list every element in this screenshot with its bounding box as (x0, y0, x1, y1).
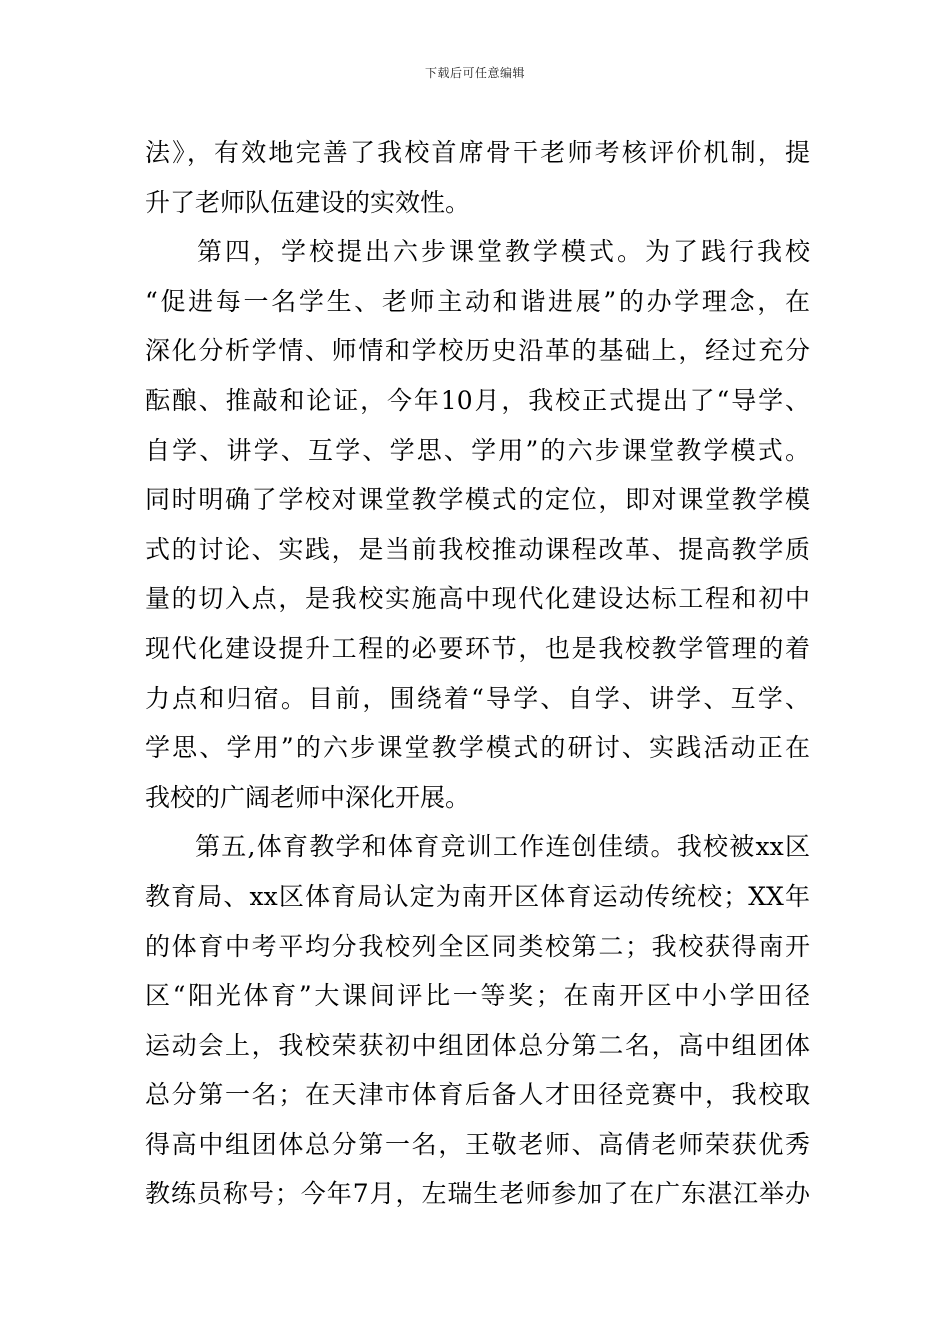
text-line: 第四，学校提出六步课堂教学模式。为了践行我校 (197, 237, 810, 267)
text-line: 的体育中考平均分我校列全区同类校第二；我校获得南开 (145, 931, 810, 961)
text-line: 深化分析学情、师情和学校历史沿革的基础上，经过充分 (145, 336, 810, 366)
paragraph-six-step-teaching (145, 227, 810, 822)
text-line: 法》，有效地完善了我校首席骨干老师考核评价机制，提 (145, 138, 810, 167)
text-line: 式的讨论、实践，是当前我校推动课程改革、提高教学质 (145, 534, 810, 564)
text-line: 教练员称号；今年7月，左瑞生老师参加了在广东湛江举办 (145, 1179, 810, 1209)
text-line: 第五,体育教学和体育竞训工作连创佳绩。我校被xx区 (195, 832, 810, 862)
paragraph-sports-achievements (145, 822, 810, 1219)
text-line: 量的切入点，是我校实施高中现代化建设达标工程和初中 (145, 584, 810, 614)
paragraph-teacher-evaluation (145, 128, 810, 227)
text-line: 现代化建设提升工程的必要环节，也是我校教学管理的着 (145, 633, 810, 663)
text-line: 总分第一名；在天津市体育后备人才田径竞赛中，我校取 (145, 1080, 810, 1110)
text-line: 运动会上，我校荣获初中组团体总分第二名，高中组团体 (145, 1030, 810, 1060)
text-line: 同时明确了学校对课堂教学模式的定位，即对课堂教学模 (145, 485, 810, 515)
text-line: 自学、讲学、互学、学思、学用”的六步课堂教学模式。 (145, 435, 810, 465)
text-line: 得高中组团体总分第一名，王敬老师、高倩老师荣获优秀 (145, 1129, 810, 1159)
text-line: 学思、学用”的六步课堂教学模式的研讨、实践活动正在 (145, 733, 810, 763)
document-body (145, 128, 810, 1219)
text-line: “促进每一名学生、老师主动和谐进展”的办学理念，在 (145, 286, 810, 316)
text-line: 升了老师队伍建设的实效性。 (145, 187, 471, 217)
text-line: 教育局、xx区体育局认定为南开区体育运动传统校；XX年 (145, 881, 810, 911)
text-line: 我校的广阔老师中深化开展。 (145, 782, 471, 812)
text-line: 酝酿、推敲和论证，今年10月，我校正式提出了“导学、 (145, 385, 810, 415)
text-line: 区“阳光体育”大课间评比一等奖；在南开区中小学田径 (145, 981, 810, 1011)
text-line: 力点和归宿。目前，围绕着“导学、自学、讲学、互学、 (145, 683, 810, 713)
page-header: 下载后可任意编辑 (424, 66, 525, 80)
